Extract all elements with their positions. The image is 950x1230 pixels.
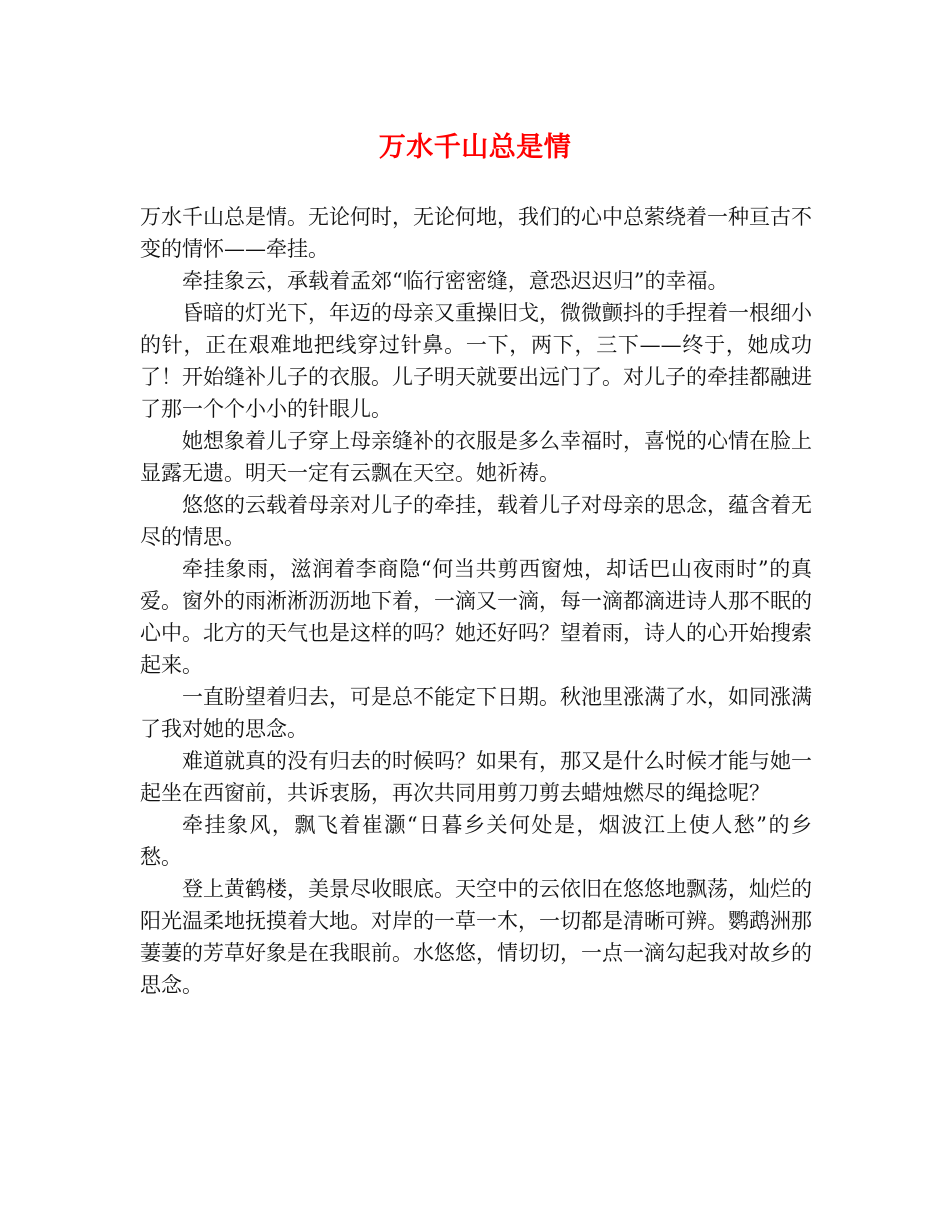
paragraph-8: 难道就真的没有归去的时候吗？如果有，那又是什么时候才能与她一起坐在西窗前，共诉衷肠，再次共同用剪刀剪去蜡烛燃尽的绳捻呢？ — [140, 749, 812, 805]
paragraph-4: 她想象着儿子穿上母亲缝补的衣服是多么幸福时，喜悦的心情在脸上显露无遗。明天一定有云飘在天空。她祈祷。 — [140, 429, 812, 485]
article-body — [140, 201, 812, 1001]
paragraph-9: 牵挂象风，飘飞着崔灏“日暮乡关何处是，烟波江上使人愁”的乡愁。 — [140, 813, 812, 869]
paragraph-6: 牵挂象雨，滋润着李商隐“何当共剪西窗烛，却话巴山夜雨时”的真爱。窗外的雨淅淅沥沥地下着，一滴又一滴，每一滴都滴进诗人那不眠的心中。北方的天气也是这样的吗？她还好吗？望着雨，诗人的心开始搜索起来。 — [140, 557, 812, 677]
page-title: 万水千山总是情 — [378, 132, 572, 163]
paragraph-3: 昏暗的灯光下，年迈的母亲又重操旧戈，微微颤抖的手捏着一根细小的针，正在艰难地把线穿过针鼻。一下，两下，三下——终于，她成功了！开始缝补儿子的衣服。儿子明天就要出远门了。对儿子的牵挂都融进了那一个个小小的针眼儿。 — [140, 301, 812, 421]
paragraph-2: 牵挂象云，承载着孟郊“临行密密缝，意恐迟迟归”的幸福。 — [182, 269, 729, 293]
paragraph-10: 登上黄鹤楼，美景尽收眼底。天空中的云依旧在悠悠地飘荡，灿烂的阳光温柔地抚摸着大地。对岸的一草一木，一切都是清晰可辨。鹦鹉洲那萋萋的芳草好象是在我眼前。水悠悠，情切切，一点一滴勾起我对故乡的思念。 — [140, 877, 812, 997]
paragraph-1: 万水千山总是情。无论何时，无论何地，我们的心中总萦绕着一种亘古不变的情怀——牵挂。 — [140, 205, 812, 261]
paragraph-5: 悠悠的云载着母亲对儿子的牵挂，载着儿子对母亲的思念，蕴含着无尽的情思。 — [140, 493, 812, 549]
paragraph-7: 一直盼望着归去，可是总不能定下日期。秋池里涨满了水，如同涨满了我对她的思念。 — [140, 685, 812, 741]
